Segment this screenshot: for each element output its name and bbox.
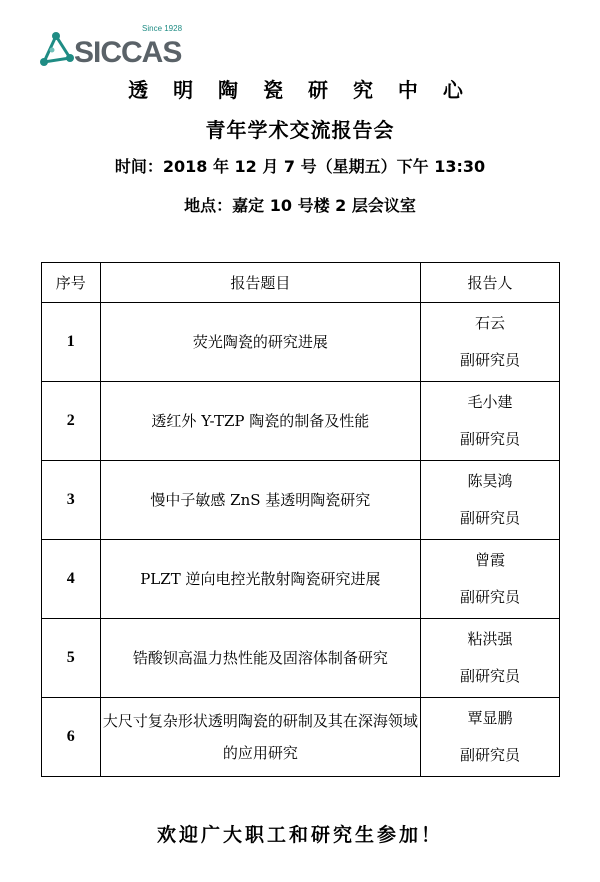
row-num: 1 — [42, 303, 101, 382]
speaker-title: 副研究员 — [460, 509, 521, 527]
row-num: 6 — [42, 698, 101, 777]
row-num: 5 — [42, 619, 101, 698]
event-place: 地点：嘉定 10 号楼 2 层会议室 — [184, 196, 416, 215]
table-row — [42, 382, 560, 461]
logo-wordmark: SICCAS — [74, 36, 182, 69]
table-row — [42, 303, 560, 382]
row-speaker — [421, 303, 560, 382]
table-header-row — [42, 263, 560, 303]
row-speaker — [421, 461, 560, 540]
speaker-title: 副研究员 — [460, 746, 521, 764]
header-num: 序号 — [42, 263, 101, 303]
table-row — [42, 698, 560, 777]
speaker-name: 毛小建 — [467, 393, 513, 411]
event-subtitle: 青年学术交流报告会 — [205, 118, 395, 142]
speaker-name: 覃显鹏 — [467, 709, 513, 727]
row-num: 2 — [42, 382, 101, 461]
row-topic: 大尺寸复杂形状透明陶瓷的研制及其在深海领域的应用研究 — [100, 698, 420, 777]
row-num: 4 — [42, 540, 101, 619]
speaker-title: 副研究员 — [460, 430, 521, 448]
row-topic: PLZT 逆向电控光散射陶瓷研究进展 — [100, 540, 420, 619]
row-speaker — [421, 698, 560, 777]
speaker-name: 石云 — [475, 314, 506, 332]
row-speaker — [421, 540, 560, 619]
speaker-title: 副研究员 — [460, 588, 521, 606]
row-speaker — [421, 382, 560, 461]
center-title: 透 明 陶 瓷 研 究 中 心 — [128, 78, 472, 102]
welcome-message: 欢迎广大职工和研究生参加！ — [156, 824, 443, 846]
siccas-logo — [40, 22, 190, 72]
speaker-title: 副研究员 — [460, 667, 521, 685]
event-time: 时间：2018 年 12 月 7 号（星期五）下午 13:30 — [114, 157, 486, 176]
header-speaker: 报告人 — [421, 263, 560, 303]
table-row — [42, 540, 560, 619]
speaker-title: 副研究员 — [460, 351, 521, 369]
row-topic: 慢中子敏感 ZnS 基透明陶瓷研究 — [100, 461, 420, 540]
schedule-table — [41, 262, 560, 777]
table-row — [42, 619, 560, 698]
logo-since-text: Since 1928 — [142, 24, 183, 33]
row-num: 3 — [42, 461, 101, 540]
row-speaker — [421, 619, 560, 698]
speaker-name: 陈昊鸿 — [467, 472, 513, 490]
row-topic: 荧光陶瓷的研究进展 — [100, 303, 420, 382]
row-topic: 锆酸钡高温力热性能及固溶体制备研究 — [100, 619, 420, 698]
header-topic: 报告题目 — [100, 263, 420, 303]
row-topic: 透红外 Y-TZP 陶瓷的制备及性能 — [100, 382, 420, 461]
speaker-name: 粘洪强 — [467, 630, 513, 648]
speaker-name: 曾霞 — [475, 551, 506, 569]
table-row — [42, 461, 560, 540]
